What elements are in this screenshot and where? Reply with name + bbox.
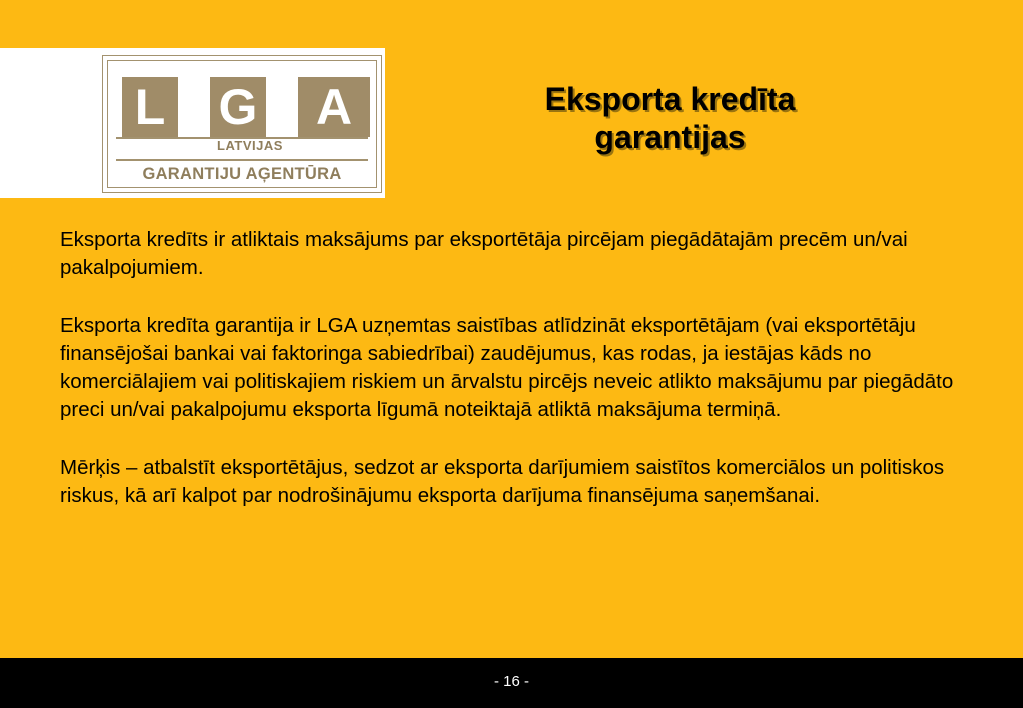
slide-title-line-1: Eksporta kredīta [544, 81, 796, 117]
logo-letter-g: G [210, 77, 266, 137]
slide-title-line-2: garantijas [594, 119, 746, 155]
slide-title [480, 80, 860, 156]
paragraph-guarantee: Eksporta kredīta garantija ir LGA uzņemtas saistības atlīdzināt eksportētājam (vai eksportētāju finansējošai bankai vai faktoringa sabiedrībai) zaudējumus, kas rodas, ja iestājas kāds no komerciālajiem vai politiskajiem riskiem un ārvalstu pircējs neveic atlikto maksājumu par piegādāto preci un/vai pakalpojumu eksporta līgumā noteiktajā atliktā maksājuma termiņā. [60, 314, 954, 421]
logo-letter-a: A [298, 77, 370, 137]
paragraph-definition: Eksporta kredīts ir atliktais maksājums par eksportētāja pircējam piegādātajām precēm un/vai pakalpojumiem. [60, 228, 908, 279]
paragraph-goal: Mērķis – atbalstīt eksportētājus, sedzot ar eksporta darījumiem saistītos komerciālos un politiskos riskus, kā arī kalpot par nodrošinājumu eksporta darījuma finansējuma saņemšanai. [60, 456, 945, 507]
slide-body [60, 226, 970, 540]
logo-sub-label: LATVIJAS [217, 138, 283, 153]
logo-main-label: GARANTIJU AĢENTŪRA [142, 165, 342, 183]
logo-letter-l: L [122, 77, 178, 137]
logo-divider-bottom [116, 159, 368, 161]
lga-logo [102, 55, 382, 193]
logo-panel [0, 48, 385, 198]
footer-bar [0, 658, 1023, 708]
logo-inner-border [107, 60, 377, 188]
page-number: - 16 - [493, 673, 529, 690]
